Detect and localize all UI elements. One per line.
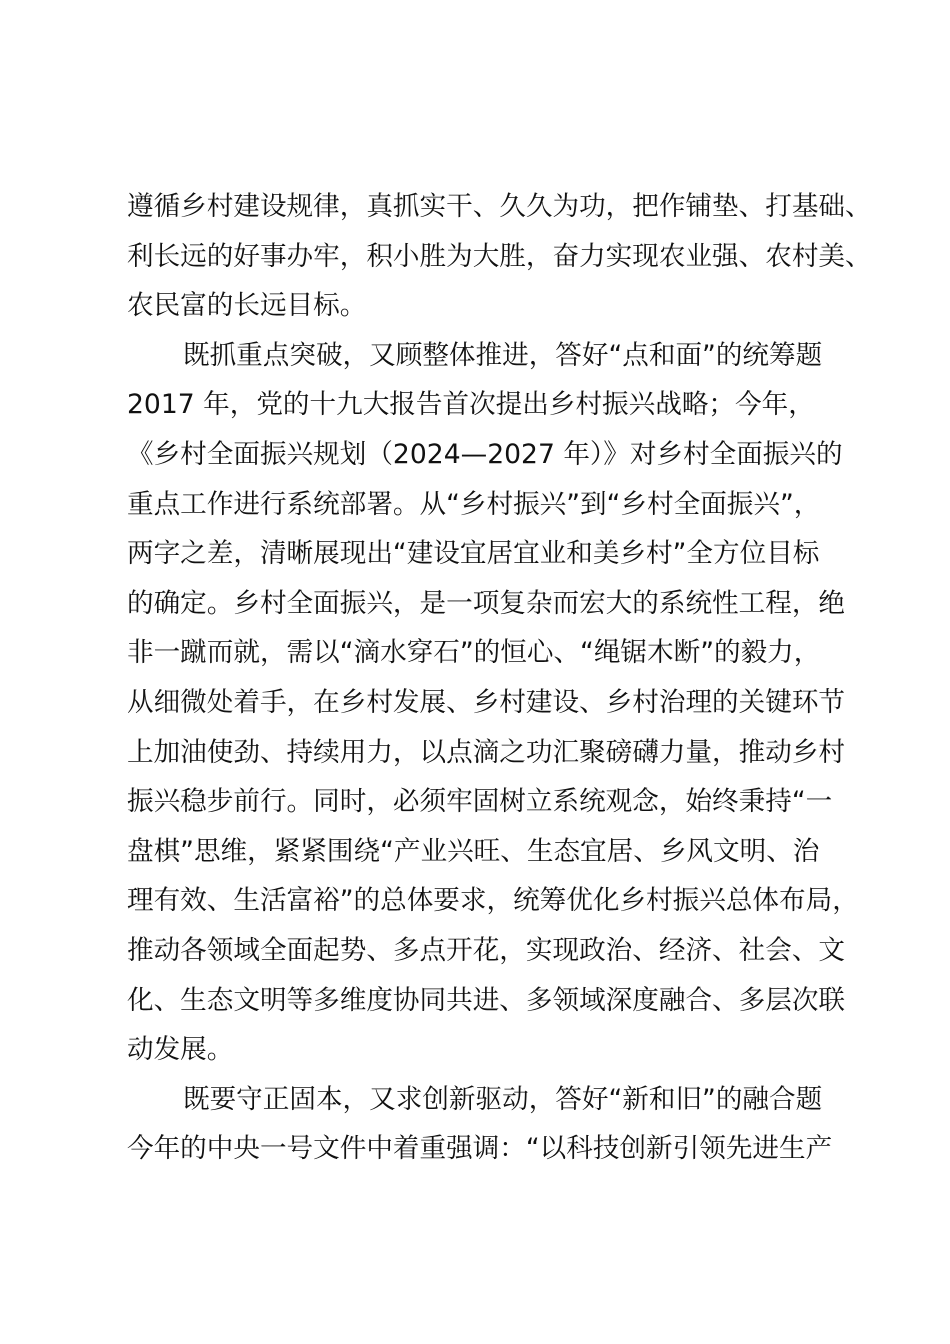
text-line: 从细微处着手，在乡村发展、乡村建设、乡村治理的关键环节 (127, 686, 846, 718)
text-line: 振兴稳步前行。同时，必须牢固树立系统观念，始终秉持“一 (127, 786, 833, 818)
text-line: 2017 年，党的十九大报告首次提出乡村振兴战略；今年， (127, 389, 815, 421)
text-line: 上加油使劲、持续用力，以点滴之功汇聚磅礴力量，推动乡村 (127, 736, 846, 768)
text-line: 非一蹴而就，需以“滴水穿石”的恒心、“绳锯木断”的毅力， (127, 637, 821, 669)
section-heading: 既要守正固本，又求创新驱动，答好“新和旧”的融合题 (183, 1083, 823, 1115)
text-line: 的确定。乡村全面振兴，是一项复杂而宏大的系统性工程，绝 (127, 587, 846, 619)
text-line: 今年的中央一号文件中着重强调：“以科技创新引领先进生产 (127, 1133, 833, 1165)
text-line: 两字之差，清晰展现出“建设宜居宜业和美乡村”全方位目标 (127, 538, 820, 570)
text-line: 《乡村全面振兴规划（2024—2027 年）》对乡村全面振兴的 (127, 438, 843, 470)
text-line: 化、生态文明等多维度协同共进、多领域深度融合、多层次联 (127, 984, 846, 1016)
text-line: 动发展。 (127, 1034, 234, 1066)
text-line: 农民富的长远目标。 (127, 290, 367, 322)
text-line: 遵循乡村建设规律，真抓实干、久久为功，把作铺垫、打基础、 (127, 191, 872, 222)
text-line: 理有效、生活富裕”的总体要求，统筹优化乡村振兴总体布局， (127, 885, 859, 917)
text-line: 推动各领域全面起势、多点开花，实现政治、经济、社会、文 (127, 934, 846, 966)
text-line: 重点工作进行系统部署。从“乡村振兴”到“乡村全面振兴”， (127, 488, 821, 520)
text-line: 盘棋”思维，紧紧围绕“产业兴旺、生态宜居、乡风文明、治 (127, 835, 820, 867)
text-line: 利长远的好事办牢，积小胜为大胜，奋力实现农业强、农村美、 (127, 240, 872, 272)
body-text (127, 182, 872, 1174)
section-heading: 既抓重点突破，又顾整体推进，答好“点和面”的统筹题 (183, 339, 823, 371)
